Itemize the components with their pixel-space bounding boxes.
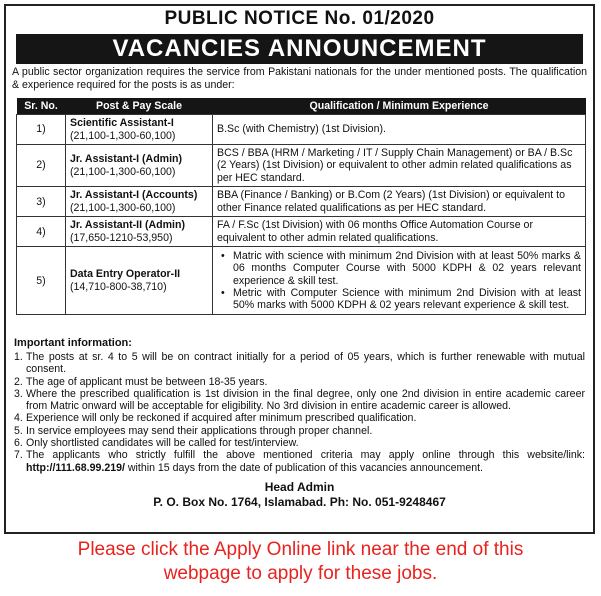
list-item: • Matric with science with minimum 2nd Division with at least 50% marks & 06 months Computer Course with 5000 KDPH & 02 years relevant experience & skill test. [227,250,581,287]
post-cell [66,145,213,187]
list-item: 7. The applicants who strictly fulfill the above mentioned criteria may apply online through this website/link: http://111.68.99.219/ within 15 days from the date of publication of this vacancies announcement. [14,449,585,474]
list-item: 5. In service employees may send their applications through proper channel. [14,424,373,437]
intro-text: A public sector organization requires the service from Pakistani nationals for the under mentioned posts. The qualification & experience required for the posts is as under: [12,66,587,91]
qualification-cell: BBA (Finance / Banking) or B.Com (2 Years) (1st Division) or equivalent to other Finance related qualifications as per HEC standard. [213,187,586,217]
apply-link[interactable]: http://111.68.99.219/ [26,461,125,474]
sr-cell: 3) [17,187,66,217]
signature-block [6,480,593,510]
important-list [14,351,585,474]
table-row [17,115,586,145]
list-item: 3. Where the prescribed qualification is 1st division in the final degree, only one 2nd division in entire academic career from Matric onward will be acceptable for eligibility. No 3rd division in entire academic career is allowed. [14,387,585,413]
page-title: VACANCIES ANNOUNCEMENT [16,34,583,64]
table-row [17,187,586,217]
list-item: 2. The age of applicant must be between 18-35 years. [14,375,268,388]
table-row [17,247,586,315]
post-cell [66,187,213,217]
apply-online-note [0,538,601,586]
col-header-qualification: Qualification / Minimum Experience [213,98,586,115]
sr-cell: 4) [17,217,66,247]
table-row [17,217,586,247]
pay-scale: (21,100-1,300-60,100) [70,201,176,214]
qualification-cell: BCS / BBA (HRM / Marketing / IT / Supply Chain Management) or BA / B.Sc (2 Years) (1st Division) or equivalent to other admin related qualifications as per HEC standard. [213,145,586,187]
signatory-address: P. O. Box No. 1764, Islamabad. Ph: No. 051-9248467 [153,495,446,509]
list-item: 4. Experience will only be reckoned if acquired after minimum prescribed qualification. [14,412,417,425]
sr-cell: 1) [17,115,66,145]
pay-scale: (21,100-1,300-60,100) [70,129,176,142]
table-header-row [17,98,586,115]
sr-cell: 2) [17,145,66,187]
signatory-title: Head Admin [264,480,335,494]
vacancies-table [16,98,586,315]
notice-frame [4,4,595,534]
qualification-cell: B.Sc (with Chemistry) (1st Division). [213,115,586,145]
col-header-sr: Sr. No. [17,98,66,115]
pay-scale: (21,100-1,300-60,100) [70,165,176,178]
pay-scale: (17,650-1210-53,950) [70,231,173,244]
list-item: • Metric with Computer Science with minimum 2nd Division with at least 50% marks with 5000 KDPH & 02 years relevant experience & skill test. [227,287,581,312]
col-header-post: Post & Pay Scale [66,98,213,115]
qualification-list [217,250,581,312]
post-cell [66,115,213,145]
table-row [17,145,586,187]
qualification-cell: FA / F.Sc (1st Division) with 06 months Office Automation Course or equivalent to other admin related qualifications. [213,217,586,247]
post-name: Scientific Assistant-I [70,117,174,130]
sr-cell: 5) [17,247,66,315]
apply-note-line2: webpage to apply for these jobs. [163,563,438,584]
post-name: Jr. Assistant-I (Accounts) [70,189,198,202]
notice-number: PUBLIC NOTICE No. 01/2020 [164,8,435,29]
pay-scale: (14,710-800-38,710) [70,280,167,293]
apply-note-line1: Please click the Apply Online link near the end of this [77,539,524,560]
list-item: 6. Only shortlisted candidates will be called for test/interview. [14,437,299,450]
post-name: Data Entry Operator-II [70,268,181,281]
post-name: Jr. Assistant-I (Admin) [70,153,183,166]
qualification-cell [213,247,586,315]
important-heading: Important information: [14,337,132,349]
post-name: Jr. Assistant-II (Admin) [70,219,185,232]
post-cell [66,217,213,247]
post-cell [66,247,213,315]
list-item: 1. The posts at sr. 4 to 5 will be on contract initially for a period of 05 years, which is further renewable with mutual consent. [14,351,585,376]
